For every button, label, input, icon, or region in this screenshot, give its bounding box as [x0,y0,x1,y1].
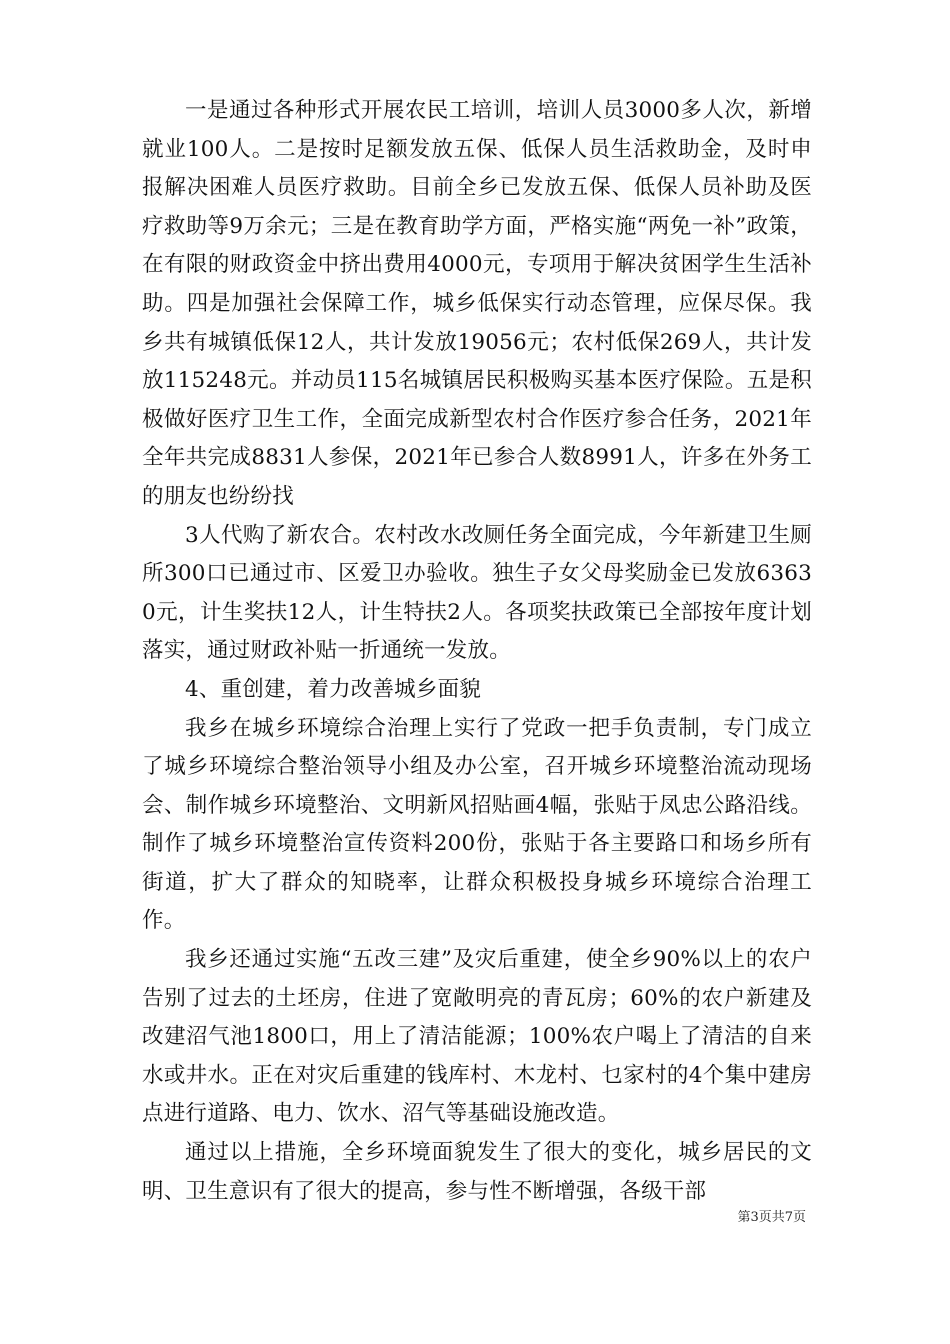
paragraph-results: 通过以上措施，全乡环境面貌发生了很大的变化，城乡居民的文明、卫生意识有了很大的提高，参与性不断增强，各级干部 [142,1140,812,1204]
section-heading: 4、重创建，着力改善城乡面貌 [185,676,481,702]
paragraph-housing-reconstruction: 我乡还通过实施“五改三建”及灾后重建，使全乡90%以上的农户告别了过去的土坯房，住进了宽敞明亮的青瓦房；60%的农户新建及改建沼气池1800口，用上了清洁能源；100%农户喝上了清洁的自来水或井水。正在对灾后重建的钱库村、木龙村、乜家村的4个集中建房点进行道路、电力、饮水、沼气等基础设施改造。 [142,947,812,1127]
paragraph-environment-governance: 我乡在城乡环境综合治理上实行了党政一把手负责制，专门成立了城乡环境综合整治领导小组及办公室，召开城乡环境整治流动现场会、制作城乡环境整治、文明新风招贴画4幅，张贴于凤忠公路沿线。制作了城乡环境整治宣传资料200份，张贴于各主要路口和场乡所有街道，扩大了群众的知晓率，让群众积极投身城乡环境综合治理工作。 [142,715,812,934]
page-number: 第3页共7页 [737,1210,806,1225]
paragraph-social-security: 一是通过各种形式开展农民工培训，培训人员3000多人次，新增就业100人。二是按时足额发放五保、低保人员生活救助金，及时申报解决困难人员医疗救助。目前全乡已发放五保、低保人员补助及医疗救助等9万余元；三是在教育助学方面，严格实施“两免一补”政策，在有限的财政资金中挤出费用4000元，专项用于解决贫困学生生活补助。四是加强社会保障工作，城乡低保实行动态管理，应保尽保。我乡共有城镇低保12人，共计发放19056元；农村低保269人，共计发放115248元。并动员115名城镇居民积极购买基本医疗保险。五是积极做好医疗卫生工作，全面完成新型农村合作医疗参合任务，2021年全年共完成8831人参保，2021年已参合人数8991人，许多在外务工的朋友也纷纷找 [142,98,812,509]
document-body [142,92,812,1211]
paragraph-rural-cooperative: 3人代购了新农合。农村改水改厕任务全面完成，今年新建卫生厕所300口已通过市、区爱卫办验收。独生子女父母奖励金已发放63630元，计生奖扶12人，计生特扶2人。各项奖扶政策已全部按年度计划落实，通过财政补贴一折通统一发放。 [142,522,812,664]
